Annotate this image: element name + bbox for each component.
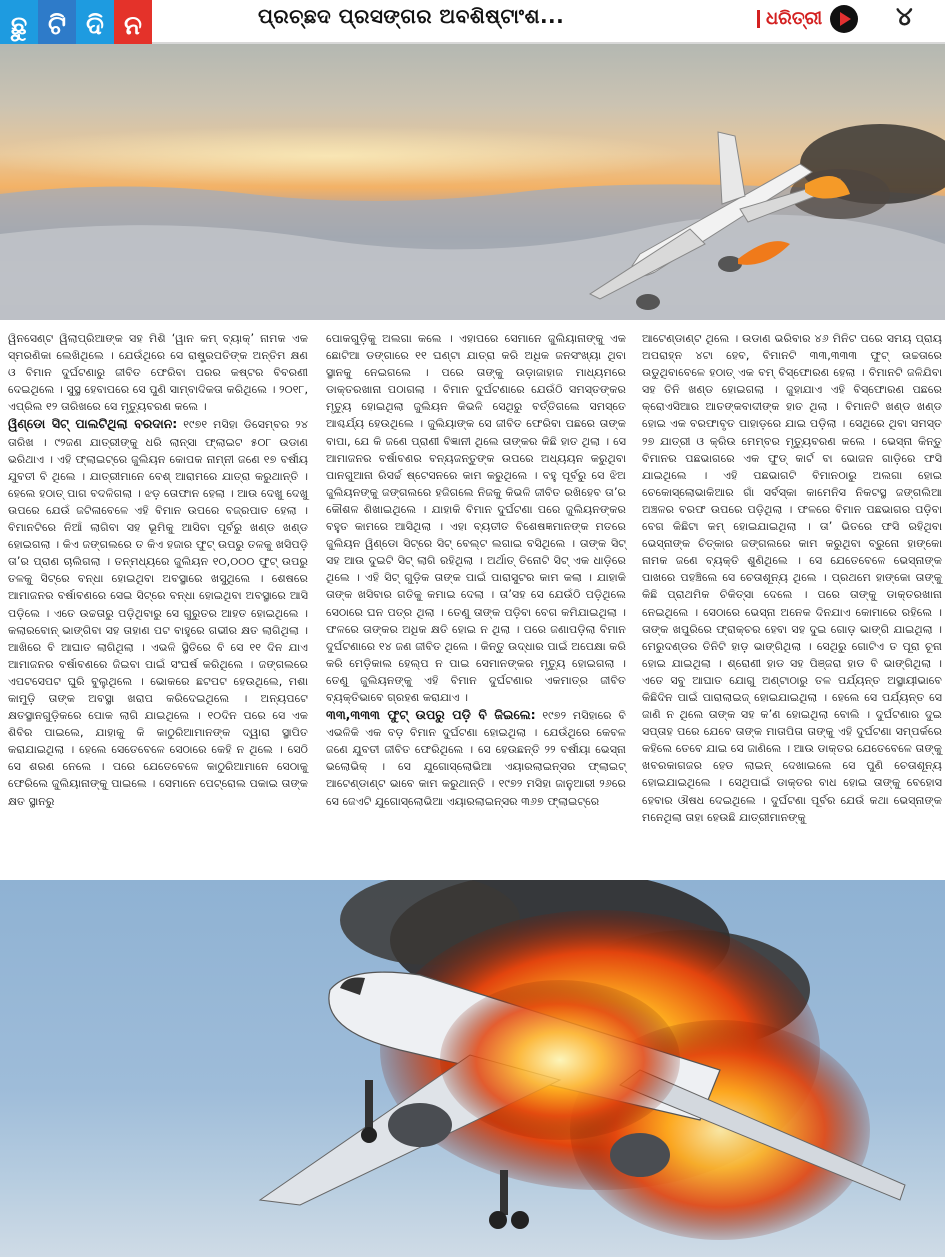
page-number: ୪ bbox=[896, 2, 913, 32]
masthead bbox=[0, 0, 945, 44]
newspaper-name: ଧରିତ୍ରୀ bbox=[757, 10, 822, 28]
paragraph-text: ୧୯୭୧ ମସିହା ଡିସେମ୍ବର ୨୪ ତାରିଖ । ୯୨ଜଣ ଯାତ୍ରୀଙ୍କୁ ଧରି ଲାନ୍ସା ଫ୍ଲାଇଟ ୫୦୮ ଉଡାଣ ଭରିଥାଏ । ଏହି ଫ୍ଲାଇଟ୍‌ରେ ଜୁଲିୟନ କୋପକ ନାମ୍ନୀ ଜଣେ ୧୭ ବର୍ଷୀୟ ଯୁବତୀ ବି ଥିଲେ । ଯାତ୍ରୀମାନେ ବେଶ୍ ଆରାମରେ ଯାତ୍ରା କରୁଥାନ୍ତି । ହେଲେ ହଠାତ୍ ପାଗ ବଦଳିଗଲା । ଝଡ଼ ତୋଫାନ ହେଲା । ଆଉ ଦେଖୁ ଦେଖୁ ଉପରେ ଯେଉଁ ଜଟିଳାବେଳେ ଏହି ବିମାନ ଉପରେ ବଜ୍ରପାତ ହେଲା । ବିମାନଟିରେ ନିଆଁ ଲାଗିବା ସହ ଭୂମିକୁ ଆସିବା ପୂର୍ବରୁ ଖଣ୍ଡ ଖଣ୍ଡ ହୋଇଗଲା । କିଏ ଜଙ୍ଗଲରେ ତ କିଏ ହଜାର ଫୁଟ୍ ଉପରୁ ତଳକୁ ଖସିପଡ଼ି ତା’ର ପ୍ରାଣ ଚାଲିଗଲା । ତନ୍ମଧ୍ୟରେ ଜୁଲିୟନ ୧୦,୦୦୦ ଫୁଟ୍ ଉପରୁ ତଳକୁ ସିଟ୍‌ରେ ବନ୍ଧା ହୋଇଥିବା ଅବସ୍ଥାରେ ଖସୁଥିଲେ । ଶେଷରେ ଆମାଜନର ବର୍ଷାବଣରେ ସେଇ ସିଟ୍‌ରେ ବନ୍ଧା ହୋଇଥିବା ଅବସ୍ଥାରେ ଆସି ପଡ଼ିଲେ । ଏତେ ଉଚ୍ଚତାରୁ ପଡ଼ିଥିବାରୁ ସେ ଗୁରୁତର ଆହତ ହୋଇଥିଲେ । କଲାରବୋନ୍ ଭାଙ୍ଗିବା ସହ ତାହାଣ ପଟ ବାହୁରେ ଗଭୀର କ୍ଷତ ଲାଗିଥିଲା । ଆଖିରେ ବି ଆଘାତ ଲାଗିଥିଲା । ଏଭଳି ସ୍ଥିତିରେ ବି ସେ ୧୧ ଦିନ ଯାଏ ଆମାଜନର ବର୍ଷାବଣରେ ଜିଇବା ପାଇଁ ସଂଘର୍ଷ କରିଥିଲେ । ଜଙ୍ଗଲରେ ଏପଟସେପଟ ଘୁରି ବୁଲୁଥିଲେ । ଭୋକରେ ଛଟପଟ ହେଉଥିଲେ, ମଶା କାମୁଡ଼ି ତାଙ୍କ ଅବସ୍ଥା ଖରାପ କରିଦେଇଥିଲେ । ଅନ୍ୟପଟେ କ୍ଷତସ୍ଥାନଗୁଡ଼ିକରେ ପୋକ ଲାଗି ଯାଇଥିଲେ । ୧୦ଦିନ ପରେ ସେ ଏକ ଶିବିର ପାଇଲେ, ଯାହାକୁ କି କାଠୁରିଆମାନଙ୍କ ଦ୍ୱାରା ସ୍ଥାପିତ କରାଯାଇଥିଲା । ହେଲେ ସେତେବେଳେ ସେଠାରେ କେହି ନ ଥିଲେ । ସେଠି ସେ ଶରଣ ନେଲେ । ପରେ ଯେତେବେଳେ କାଠୁରିଆମାନେ ସେଠାକୁ ଫେରିଲେ ଜୁଲିୟାନାଙ୍କୁ ପାଇଲେ । ସେମାନେ ପେଟ୍ରୋଲ ପକାଇ ତାଙ୍କ କ୍ଷତ ସ୍ଥାନରୁ bbox=[8, 418, 308, 808]
article-column-3 bbox=[642, 330, 942, 826]
article-column-2 bbox=[326, 330, 626, 810]
top-photo-burning-plane bbox=[0, 44, 945, 320]
burning-plane-illustration bbox=[0, 880, 945, 1257]
paragraph bbox=[642, 330, 942, 826]
section-logo-letter: ଦି bbox=[76, 0, 114, 62]
article-column-1 bbox=[8, 330, 308, 810]
plane-illustration bbox=[0, 44, 945, 320]
article-body bbox=[8, 330, 942, 890]
subheading: ୱିଣ୍ଡୋ ସିଟ୍ ପାଲଟିଥିଲା ବରଦାନ: bbox=[8, 416, 178, 432]
play-icon bbox=[830, 5, 858, 33]
section-logo-letter: ଛୁ bbox=[0, 0, 38, 62]
bottom-photo-burning-plane bbox=[0, 880, 945, 1257]
section-logo-letter: ନ bbox=[114, 0, 152, 62]
page-headline: ପ୍ରଚ୍ଛଦ ପ୍ରସଙ୍ଗର ଅବଶିଷ୍ଟାଂଶ... bbox=[258, 4, 565, 28]
paragraph bbox=[8, 330, 308, 415]
paragraph-text: ୱିନସେଣ୍ଟ ୱିଲାପ୍ରିଆଙ୍କ ସହ ମିଶି ‘ୱାନ କମ୍ ବ୍ୟାକ୍’ ନାମକ ଏକ ସ୍ମରଣିକା ଲେଖିଥିଲେ । ଯେଉଁଥିରେ ସେ ରାଷ୍ଟ୍ରପତିଙ୍କ ଅନ୍ତିମ କ୍ଷଣ ଓ ବିମାନ ଦୁର୍ଘଟଣାରୁ ଜୀବିତ ଫେରିବା ପରର କଷ୍ଟର ବିବରଣୀ ଦେଇଥିଲେ । ସୁସ୍ଥ ହେବାପରେ ସେ ପୁଣି ସାମ୍ବାଦିକତା କରିଥିଲେ । ୨୦୧୮, ଏପ୍ରିଲ ୧୨ ତାରିଖରେ ସେ ମୃତ୍ୟୁବରଣ କଲେ । bbox=[8, 332, 308, 414]
section-logo-letter: ଟି bbox=[38, 0, 76, 62]
paragraph bbox=[326, 706, 626, 810]
paragraph-text: ଆଟେଣ୍ଡାଣ୍ଟ ଥିଲେ । ଉଡାଣ ଭରିବାର ୪୬ ମିନିଟ ପରେ ସମୟ ପ୍ରାୟ ଅପରାହ୍ନ ୪ଟା ହେବ, ବିମାନଟି ୩୩,୩୩୩ ଫୁଟ୍ ଉଚ୍ଚତାରେ ଉଡୁଥିବାବେଳେ ହଠାତ୍ ଏକ ବମ୍ ବିସ୍ଫୋରଣ ହେଲା । ବିମାନଟି ଜଳିଯିବା ସହ ତିନି ଖଣ୍ଡ ହୋଇଗଲା । ଜୁହାଯାଏ ଏହି ବିସ୍ଫୋରଣ ପଛରେ କ୍ରୋଏସିଆର ଆତଙ୍କବାଦୀଙ୍କ ହାତ ଥିଲା । ବିମାନଟି ଖଣ୍ଡ ଖଣ୍ଡ ହୋଇ ଏକ ବରଫାବୃତ ପାହାଡ଼ରେ ଯାଇ ପଡ଼ିଲା । ସେଥିରେ ଥିବା ସମସ୍ତ ୨୭ ଯାତ୍ରୀ ଓ କ୍ରିଉ ମେମ୍ବର ମୃତ୍ୟୁବରଣ କଲେ । ଭେସ୍ନା କିନ୍ତୁ ବିମାନର ପଛଭାଗରେ ଏକ ଫୁଡ୍ କାର୍ଟ ବା ଭୋଜନ ଗାଡ଼ିରେ ଫସି ଯାଇଥିଲେ । ଏହି ପଛଭାଗଟି ବିମାନଠାରୁ ଅଲଗା ହୋଇ ଚେକୋସ୍ଲୋଭାକିଆର ଗାଁ ସର୍ବସ୍କା କାମେନିସ ନିକଟସ୍ଥ ଜଙ୍ଗଲିଆ ଅଞ୍ଚଳର ବରଫ ଉପରେ ପଡ଼ିଥିଲା । ଫଳରେ ବିମାନ ପଛଭାଗର ପଡ଼ିବା ବେଗ କିଛିଟା କମ୍ ହୋଇଯାଇଥିଲା । ତା’ ଭିତରେ ଫସି ରହିଥିବା ଭେସ୍ନାଙ୍କ ଚିତ୍କାର ଜଙ୍ଗଲରେ କାମ କରୁଥିବା ବ୍ରୁନୋ ହାଙ୍କୋ ନାମକ ଜଣେ ବ୍ୟକ୍ତି ଶୁଣିଥିଲେ । ସେ ଯେତେବେଳେ ଭେସ୍ନାଙ୍କ ପାଖରେ ପହଞ୍ଚିଲେ ସେ ଚେତାଶୂନ୍ୟ ଥିଲେ । ପ୍ରଥମେ ହାଙ୍କୋ ତାଙ୍କୁ କିଛି ପ୍ରାଥମିକ ଚିକିତ୍ସା ଦେଲେ । ପରେ ତାଙ୍କୁ ଡାକ୍ତରଖାନା ନେଇଥିଲେ । ସେଠାରେ ଭେସ୍ନା ଅନେକ ଦିନଯାଏ କୋମାରେ ରହିଲେ । ତାଙ୍କ ଖପୁରିରେ ଫ୍ରାକ୍ଚର ହେବା ସହ ଦୁଇ ଗୋଡ଼ ଭାଙ୍ଗି ଯାଇଥିଲା । ମେରୁଦଣ୍ଡର ତିନିଟି ହାଡ଼ ଭାଙ୍ଗିଥିଲା । ସେଥିରୁ ଗୋଟିଏ ତ ପୂରା ଚୂନା ହୋଇ ଯାଇଥିଲା । ଶ୍ରୋଣୀ ହାଡ ସହ ପିଞ୍ଜରା ହାଡ ବି ଭାଙ୍ଗିଥିଲା । ଏତେ ସବୁ ଆଘାତ ଯୋଗୁ ଅଣ୍ଟାଠାରୁ ତଳ ପର୍ଯ୍ୟନ୍ତ ଅସ୍ଥାୟୀଭାବେ କିଛିଦିନ ପାଇଁ ପାରାଲାଇଜ୍ ହୋଇଯାଇଥିଲା । ହେଲେ ସେ ପର୍ଯ୍ୟନ୍ତ ସେ ଜାଣି ନ ଥିଲେ ତାଙ୍କ ସହ କ’ଣ ହୋଇଥିଲା ବୋଲି । ଦୁର୍ଘଟଣାର ଦୁଇ ସପ୍ତାହ ପରେ ଯେବେ ତାଙ୍କ ମାତାପିତା ତାଙ୍କୁ ଏହି ଦୁର୍ଘଟଣା ସମ୍ପର୍କରେ କହିଲେ ତେବେ ଯାଇ ସେ ଜାଣିଲେ । ଆଉ ଡାକ୍ତର ଯେତେବେଳେ ତାଙ୍କୁ ଖବରକାଗଜର ହେଡ ଲାଇନ୍ ଦେଖାଇଲେ ସେ ପୁଣି ଚେତାଶୂନ୍ୟ ହୋଇଯାଇଥିଲେ । ସେଥିପାଇଁ ଡାକ୍ତର ବାଧ ହୋଇ ତାଙ୍କୁ ବେହୋସ ହେବାର ଔଷଧ ଦେଇଥିଲେ । ଦୁର୍ଘଟଣା ପୂର୍ବର ଯେଉଁ କଥା ଭେସ୍ନାଙ୍କ ମନେଥିଲା ତାହା ହେଉଛି ଯାତ୍ରୀମାନଙ୍କୁ bbox=[642, 332, 942, 824]
newspaper-logo bbox=[757, 2, 858, 36]
subheading: ୩୩,୩୩୩ ଫୁଟ୍ ଉପରୁ ପଡ଼ି ବି ଜିଇଲେ: bbox=[326, 707, 536, 723]
paragraph-text: ପୋକଗୁଡ଼ିକୁ ଅଲଗା କଲେ । ଏହାପରେ ସେମାନେ ଜୁଲିୟାନାଙ୍କୁ ଏକ ଛୋଟିଆ ଡଙ୍ଗାରେ ୧୧ ଘଣ୍ଟା ଯାତ୍ରା କରି ଅଧିକ ଜନସଂଖ୍ୟା ଥିବା ସ୍ଥାନକୁ ନେଇଗଲେ । ପରେ ତାଙ୍କୁ ଉଡ଼ାଜାହାଜ ମାଧ୍ୟମରେ ଡାକ୍ତରଖାନା ପଠାଗଲା । ବିମାନ ଦୁର୍ଘଟଣାରେ ଯେଉଁଠି ସମସ୍ତଙ୍କର ମୃତ୍ୟୁ ହୋଇଥିଲା ଜୁଲିୟନ କିଭଳି ସେଥିରୁ ବର୍ତ୍ତିଗଲେ ସମସ୍ତେ ଆଶ୍ଚର୍ଯ୍ୟ ହେଉଥିଲେ । ଜୁଲିୟାଙ୍କ ସେ ଜୀବିତ ଫେରିବା ପଛରେ ତାଙ୍କ ବାପା, ଯେ କି ଜଣେ ପ୍ରାଣୀ ବିଜ୍ଞାନୀ ଥିଲେ ତାଙ୍କର କିଛି ହାତ ଥିଲା । ସେ ଆମାଜନର ବର୍ଷାବଣର ବନ୍ୟଜନ୍ତୁଙ୍କ ଉପରେ ଅଧ୍ୟୟନ କରୁଥିବା ପାନଗୁଆନା ରିସର୍ଚ୍ଚ ଷ୍ଟେସନରେ କାମ କରୁଥିଲେ । ବହୁ ପୂର୍ବରୁ ସେ ଝିଅ ଜୁଲିୟନଙ୍କୁ ଜଙ୍ଗଲରେ ହଜିଗଲେ ନିଜକୁ କିଭଳି ଜୀବିତ ରଖିହେବ ତା’ର କୌଶଳ ଶିଖାଇଥିଲେ । ଯାହାକି ବିମାନ ଦୁର୍ଘଟଣା ପରେ ଜୁଲିୟନଙ୍କର ବହୁତ କାମରେ ଆସିଥିଲା । ଏହା ବ୍ୟତୀତ ବିଶେଷଜ୍ଞମାନଙ୍କ ମତରେ ଜୁଲିୟନ ୱିଣ୍ଡୋ ସିଟ୍‌ରେ ସିଟ୍ ବେଲ୍ଟ ଲଗାଇ ବସିଥିଲେ । ତାଙ୍କ ସିଟ୍ ସହ ଆଉ ଦୁଇଟି ସିଟ୍ ଲାଗି ରହିଥିଲା । ଅର୍ଥାତ୍ ତିନୋଟି ସିଟ୍ ଏକ ଧାଡ଼ିରେ ଥିଲେ । ଏହି ସିଟ୍ ଗୁଡ଼ିକ ତାଙ୍କ ପାଇଁ ପାରାସୁଟର କାମ କଲା । ଯାହାକି ତାଙ୍କ ଖସିବାର ଗତିକୁ କମାଇ ଦେଲା । ତା’ସହ ସେ ଯେଉଁଠି ପଡ଼ିଥିଲେ ସେଠାରେ ଘନ ପତ୍ର ଥିଲା । ତେଣୁ ତାଙ୍କ ପଡ଼ିବା ବେଗ କମିଯାଇଥିଲା । ଫଳରେ ତାଙ୍କର ଅଧିକ କ୍ଷତି ହୋଇ ନ ଥିଲା । ପରେ ଜଣାପଡ଼ିଲା ବିମାନ ଦୁର୍ଘଟଣାରେ ୧୪ ଜଣ ଜୀବିତ ଥିଲେ । କିନ୍ତୁ ଉଦ୍ଧାର ପାଇଁ ଅପେକ୍ଷା କରି କରି ମେଡ଼ିକାଲ ହେଲ୍ପ ନ ପାଇ ସେମାନଙ୍କର ମୃତ୍ୟୁ ହୋଇଗଲା । ତେଣୁ ଜୁଲିୟନଙ୍କୁ ଏହି ବିମାନ ଦୁର୍ଘଟଣାର ଏକମାତ୍ର ଜୀବିତ ବ୍ୟକ୍ତିଭାବେ ଗ୍ରହଣ କରାଯାଏ । bbox=[326, 332, 626, 704]
paragraph bbox=[326, 330, 626, 706]
paragraph bbox=[8, 415, 308, 809]
paragraph-text: ୧୯୭୨ ମସିହାରେ ବି ଏଭଳିକି ଏକ ବଡ଼ ବିମାନ ଦୁର୍ଘଟଣା ହୋଇଥିଲା । ଯେଉଁଥିରେ କେବଳ ଜଣେ ଯୁବତୀ ଜୀବିତ ଫେରିଥିଲେ । ସେ ହେଉଛନ୍ତି ୨୨ ବର୍ଷୀୟା ଭେସ୍ନା ଭଲୋଭିକ୍ । ସେ ଯୁଗୋସ୍ଲୋଭିଆ ଏୟାରଲାଇନ୍ସର ଫ୍ଲାଇଟ୍ ଆଟେଣ୍ଡାଣ୍ଟ ଭାବେ କାମ କରୁଥାନ୍ତି । ୧୯୭୨ ମସିହା ଜାନୁଆରୀ ୨୬ରେ ସେ ଜେଏଟି ଯୁଗୋସ୍ଲୋଭିଆ ଏୟାରଲାଇନ୍ସର ୩୬୭ ଫ୍ଲାଇଟ୍‌ରେ bbox=[326, 709, 626, 808]
